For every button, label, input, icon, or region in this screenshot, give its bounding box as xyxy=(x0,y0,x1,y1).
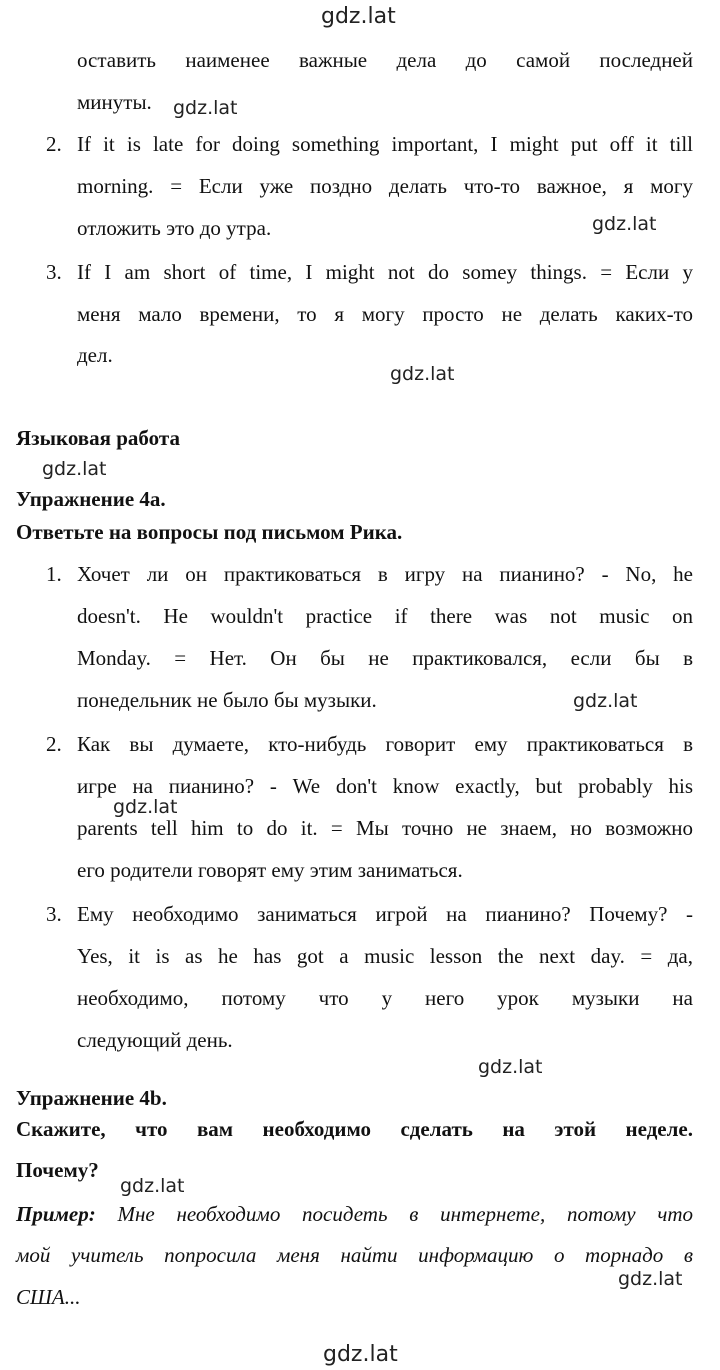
watermark: gdz.lat xyxy=(478,1056,543,1078)
example-line xyxy=(16,1193,693,1235)
example-text: Мне необходимо посидеть в интернете, потому что xyxy=(95,1202,693,1226)
exercise-task: Скажите, что вам необходимо сделать на этой неделе. xyxy=(16,1117,693,1141)
watermark: gdz.lat xyxy=(321,4,396,29)
text-line: doesn't. He wouldn't practice if there was not music on xyxy=(77,604,693,628)
text-line: Yes, it is as he has got a music lesson the next day. = да, xyxy=(77,944,693,968)
list-number: 2. xyxy=(46,732,62,756)
list-number: 3. xyxy=(46,260,62,284)
list-number: 2. xyxy=(46,132,62,156)
watermark: gdz.lat xyxy=(120,1175,185,1197)
text-line: отложить это до утра. xyxy=(77,216,272,240)
text-line: следующий день. xyxy=(77,1028,233,1052)
exercise-task: Почему? xyxy=(16,1158,99,1182)
exercise-title: Упражнение 4b. xyxy=(16,1086,167,1110)
text-line: Хочет ли он практиковаться в игру на пианино? - No, he xyxy=(77,562,693,586)
text-line: If I am short of time, I might not do somey things. = Если у xyxy=(77,260,693,284)
watermark: gdz.lat xyxy=(42,458,107,480)
text-line: его родители говорят ему этим заниматься. xyxy=(77,858,463,882)
text-line: If it is late for doing something important, I might put off it till xyxy=(77,132,693,156)
watermark: gdz.lat xyxy=(573,690,638,712)
example-line: мой учитель попросила меня найти информацию о торнадо в xyxy=(16,1243,693,1267)
section-title: Языковая работа xyxy=(16,426,180,450)
text-line: дел. xyxy=(77,343,113,367)
text-line: morning. = Если уже поздно делать что-то важное, я могу xyxy=(77,174,693,198)
exercise-title: Упражнение 4а. xyxy=(16,487,166,511)
text-line: необходимо, потому что у него урок музыки на xyxy=(77,986,693,1010)
text-line: оставить наименее важные дела до самой последней xyxy=(77,48,693,72)
watermark: gdz.lat xyxy=(323,1342,398,1367)
text-line: понедельник не было бы музыки. xyxy=(77,688,377,712)
watermark: gdz.lat xyxy=(592,213,657,235)
text-line: игре на пианино? - We don't know exactly, but probably his xyxy=(77,774,693,798)
text-line: Monday. = Нет. Он бы не практиковался, если бы в xyxy=(77,646,693,670)
list-number: 3. xyxy=(46,902,62,926)
text-line: минуты. xyxy=(77,90,152,114)
text-line: Как вы думаете, кто-нибудь говорит ему практиковаться в xyxy=(77,732,693,756)
example-label: Пример: xyxy=(16,1202,96,1226)
text-line: parents tell him to do it. = Мы точно не знаем, но возможно xyxy=(77,816,693,840)
list-number: 1. xyxy=(46,562,62,586)
example-line: США... xyxy=(16,1285,81,1309)
text-line: меня мало времени, то я могу просто не делать каких-то xyxy=(77,302,693,326)
exercise-task: Ответьте на вопросы под письмом Рика. xyxy=(16,520,403,544)
watermark: gdz.lat xyxy=(618,1268,683,1290)
text-line: Ему необходимо заниматься игрой на пианино? Почему? - xyxy=(77,902,693,926)
watermark: gdz.lat xyxy=(173,97,238,119)
watermark: gdz.lat xyxy=(113,796,178,818)
watermark: gdz.lat xyxy=(390,363,455,385)
